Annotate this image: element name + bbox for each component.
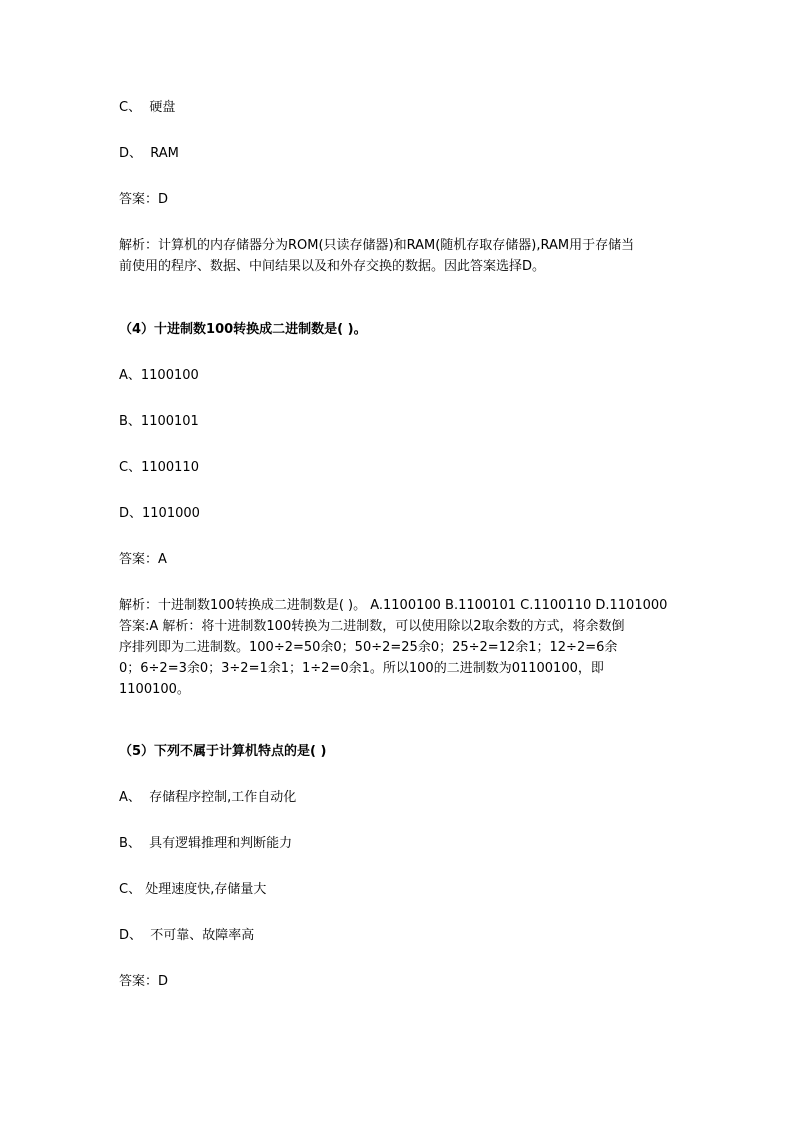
q4-option-b: B、1100101 — [119, 414, 199, 429]
q3-analysis-line: 解析：计算机的内存储器分为ROM(只读存储器)和RAM(随机存取存储器),RAM用于存储当 — [119, 238, 635, 253]
q4-analysis-line: 1100100。 — [119, 682, 190, 697]
q4-answer: 答案：A — [119, 552, 167, 567]
q3-answer: 答案：D — [119, 192, 169, 207]
q3-option-c: C、 硬盘 — [119, 100, 176, 115]
q3-analysis — [119, 235, 675, 277]
q3-analysis-line: 前使用的程序、数据、中间结果以及和外存交换的数据。因此答案选择D。 — [119, 259, 546, 274]
q4-analysis-line: 答案:A 解析：将十进制数100转换为二进制数，可以使用除以2取余数的方式，将余数倒 — [119, 619, 625, 634]
q5-option-b: B、 具有逻辑推理和判断能力 — [119, 836, 293, 851]
q5-option-c: C、 处理速度快,存储量大 — [119, 882, 267, 897]
q4-option-c: C、1100110 — [119, 460, 199, 475]
q4-analysis-line: 解析：十进制数100转换成二进制数是( )。 A.1100100 B.1100101 C.1100110 D.1101000 — [119, 598, 668, 613]
q4-title: （4）十进制数100转换成二进制数是( )。 — [119, 322, 367, 337]
q5-option-a: A、 存储程序控制,工作自动化 — [119, 790, 297, 805]
q4-analysis — [119, 595, 675, 700]
q5-title: （5）下列不属于计算机特点的是( ) — [119, 744, 327, 759]
q5-answer: 答案：D — [119, 974, 169, 989]
q4-option-d: D、1101000 — [119, 506, 200, 521]
q5-option-d: D、 不可靠、故障率高 — [119, 928, 255, 943]
q3-option-d: D、 RAM — [119, 146, 179, 161]
q4-analysis-line: 序排列即为二进制数。100÷2=50余0；50÷2=25余0；25÷2=12余1；12÷2=6余 — [119, 640, 618, 655]
q4-analysis-line: 0；6÷2=3余0；3÷2=1余1；1÷2=0余1。所以100的二进制数为01100100，即 — [119, 661, 604, 676]
q4-option-a: A、1100100 — [119, 368, 199, 383]
